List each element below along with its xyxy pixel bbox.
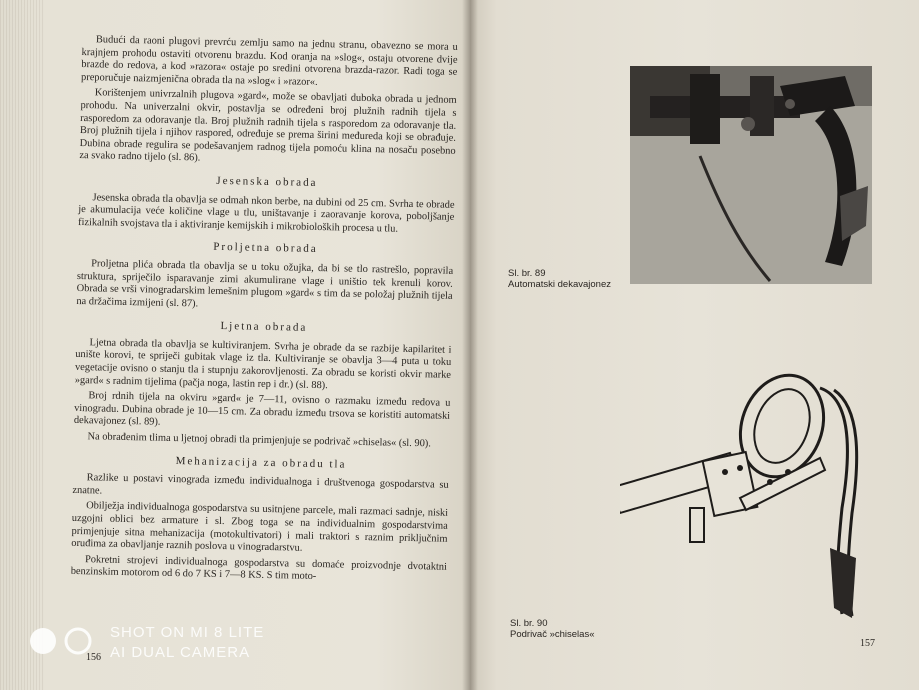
figure-90-number: Sl. br. 90 [510, 618, 548, 629]
figure-89-number: Sl. br. 89 [508, 268, 546, 279]
cultivator-photo-illustration [630, 66, 872, 284]
section-heading-spring: Proljetna obrada [213, 241, 318, 256]
figure-89-photo [630, 66, 872, 284]
paragraph: Broj rdnih tijela na okviru »gard« je 7—11, ovisno o razmaku između redova u vinogradu. Dubina obrade je 10—15 cm. Za obradu između trsova se koristiti automatski dekavajonez (sl. 89). [73, 390, 451, 429]
figure-90-title: Podrivač »chiselas« [510, 629, 595, 640]
page-number-left: 156 [86, 652, 101, 663]
book-spine-shadow [462, 0, 478, 690]
paragraph: Jesenska obrada tla obavlja se odmah nkon berbe, na dubini od 25 cm. Svrha te obrade je akumulacija veće količine vlage u tlu, uništavanje i zaoravanje korova, poboljšanje fizikalnih svojstava tla i aktiviranje kemijskih i mikrobioloških procesa u tlu. [77, 191, 455, 235]
left-text-column [71, 34, 458, 590]
paragraph: Razlike u postavi vinograda između individualnoga i društvenoga gospodarstva su znatne. [72, 472, 449, 497]
paragraph: Na obrađenim tlima u ljetnoj obradi tla primjenjuje se podrivač »chiselas« (sl. 90). [87, 431, 431, 450]
paragraph: Korištenjem univrzalnih plugova »gard«, može se obavljati duboka obrada u jednom prohodu. Na univerzalni okvir, postavlja se određeni broj plužnih radnih tijela s rasporedom za odoravanje tla. Broj plužnih radnih tijela s rasporedom za odoravanje tla. Broj plužnih tijela i njihov raspored, određuje se prema širini međureda koji se obrađuje. Dubina obrade regulira se podešavanjem radnog tijela pomoću klina na nosaču posebno za svako radno tijelo (sl. 86). [79, 87, 457, 164]
paragraph: Proljetna plića obrada tla obavlja se u toku ožujka, da bi se tlo rastrešlo, popravila struktura, spriječilo isparavanje zimi akumulirane vlage i uništio tek krenuli korov. Obrada se vrši vinogradarskim lemešnim plugom »gard« s tim da se položaj plužnih tijela na držačima izmijeni (sl. 87). [76, 258, 454, 310]
figure-90-drawing [620, 368, 880, 626]
page-edges [0, 0, 44, 690]
chisel-plough-illustration [620, 368, 880, 626]
dual-camera-icon [28, 626, 98, 656]
paragraph: Budući da raoni plugovi prevrću zemlju samo na jednu stranu, obavezno se mora u krajnjem prohodu ostaviti otvorenu brazdu. Kod oranja na »slog«, ostaju otvorene dvije brazde do redova, a kod »razora« ostaje po sredini otvorena brazda-razor. Radi toga se preporučuje naizmjenična obrada tla na »slog« i »razor«. [80, 34, 458, 88]
section-heading-summer: Ljetna obrada [220, 320, 308, 335]
figure-89-caption [508, 268, 611, 290]
paragraph: Pokretni strojevi individualnoga gospodarstva su domaće proizvodnje dvotaktni benzinskim motorom od 6 do 7 KS i 7—8 KS. S tim moto- [70, 553, 448, 583]
section-heading-autumn: Jesenska obrada [216, 174, 318, 189]
page-number-right: 157 [860, 638, 875, 649]
paragraph: Obilježja individualnoga gospodarstva su usitnjene parcele, mali razmaci sadnje, niski uzgojni oblici bez armature i sl. Zbog toga se na individualnim gospodarstvima primjenjuje sitna mehanizacija (motokultivatori) i mali traktori s raznim priključnim oruđima za obavljanje raznih poslova u vinogradarstvu. [71, 500, 449, 554]
figure-90-caption [510, 618, 595, 640]
section-heading-mechanization: Mehanizacija za obradu tla [175, 454, 347, 471]
paragraph: Ljetna obrada tla obavlja se kultiviranjem. Svrha je obrade da se razbije kapilaritet i unište korovi, te spriječi gubitak vlage iz tla. Kultiviranje se obavlja 3—4 puta u toku vegetacije ovisno o stanju tla i stupnju zakorovljenosti. Za obradu se koristi okvir marke »gard« s radnim tijelima (pačja noga, lastin rep i dr.) (sl. 88). [74, 337, 452, 391]
figure-89-title: Automatski dekavajonez [508, 279, 611, 290]
right-page [470, 0, 919, 690]
watermark-line-2: AI DUAL CAMERA [110, 644, 251, 661]
watermark-line-1: SHOT ON MI 8 LITE [110, 624, 265, 641]
